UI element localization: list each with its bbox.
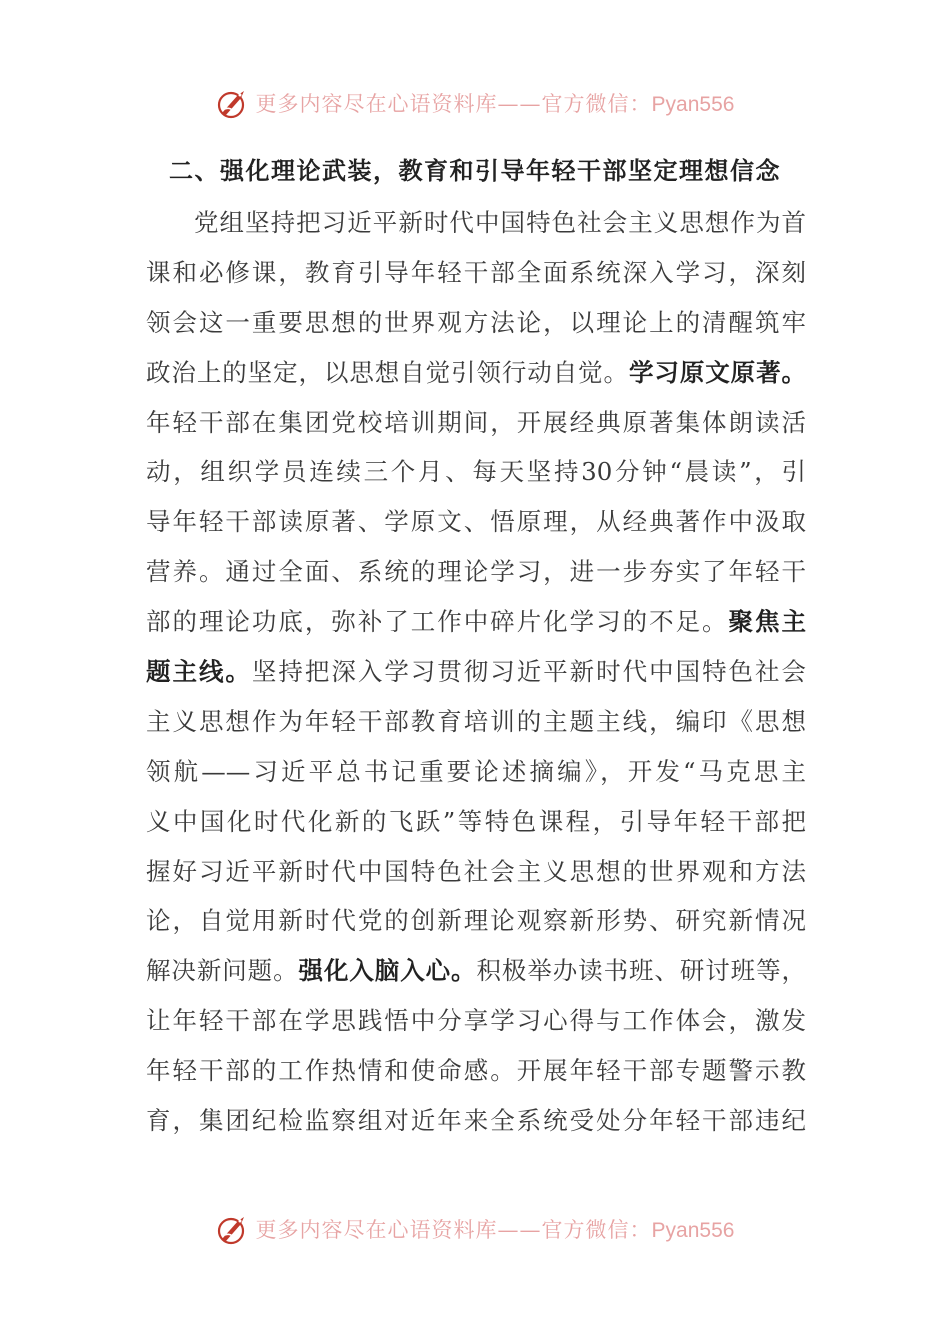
text-line: 领会这一重要思想的世界观方法论，以理论上的清醒筑牢 xyxy=(146,307,806,337)
pen-nib-circle-icon xyxy=(216,87,250,121)
header-banner-text xyxy=(256,87,735,122)
brand-text: 更多内容尽在心语资料库 xyxy=(255,1217,498,1242)
text-line: 主义思想作为年轻干部教育培训的主题主线，编印《思想 xyxy=(146,706,806,736)
text-line: 年轻干部在集团党校培训期间，开展经典原著集体朗读活 xyxy=(146,407,806,437)
contact-label: 官方微信： xyxy=(541,91,652,116)
text-line: 义中国化时代化新的飞跃”等特色课程，引导年轻干部把 xyxy=(146,806,806,836)
text-line: 动，组织学员连续三个月、每天坚持30分钟“晨读”，引 xyxy=(146,457,806,487)
text-line: 年轻干部的工作热情和使命感。开展年轻干部专题警示教 xyxy=(146,1056,806,1086)
wechat-id: Pyan556 xyxy=(651,92,735,116)
text-line: 育，集团纪检监察组对近年来全系统受处分年轻干部违纪 xyxy=(146,1106,806,1136)
text-line: 让年轻干部在学思践悟中分享学习心得与工作体会，激发 xyxy=(146,1006,806,1036)
wechat-id: Pyan556 xyxy=(651,1218,735,1242)
text-line: 解决新问题。强化入脑入心。积极举办读书班、研讨班等， xyxy=(146,956,807,986)
body-paragraph xyxy=(146,198,806,1146)
brand-text: 更多内容尽在心语资料库 xyxy=(255,91,498,116)
text-line: 握好习近平新时代中国特色社会主义思想的世界观和方法 xyxy=(146,856,806,886)
brand-separator: —— xyxy=(497,1217,542,1242)
subheading-inline: 题主线。 xyxy=(146,657,252,687)
text-line: 部的理论功底，弥补了工作中碎片化学习的不足。聚焦主 xyxy=(146,607,807,637)
text-line: 党组坚持把习近平新时代中国特色社会主义思想作为首 xyxy=(194,208,806,237)
brand-separator: —— xyxy=(497,91,542,116)
pen-nib-circle-icon xyxy=(216,1213,250,1247)
header-banner xyxy=(0,84,950,124)
text-line: 营养。通过全面、系统的理论学习，进一步夯实了年轻干 xyxy=(146,557,806,587)
text-line: 题主线。坚持把深入学习贯彻习近平新时代中国特色社会 xyxy=(146,657,807,687)
text-line: 课和必修课，教育引导年轻干部全面系统深入学习，深刻 xyxy=(146,257,806,287)
subheading-inline: 学习原文原著。 xyxy=(628,357,807,387)
footer-banner-text xyxy=(256,1213,735,1248)
subheading-inline: 强化入脑入心。 xyxy=(298,956,477,986)
footer-banner xyxy=(0,1210,950,1250)
text-line: 导年轻干部读原著、学原文、悟原理，从经典著作中汲取 xyxy=(146,507,806,537)
text-line: 领航——习近平总书记重要论述摘编》，开发“马克思主 xyxy=(146,756,806,786)
contact-label: 官方微信： xyxy=(541,1217,652,1242)
text-line: 论，自觉用新时代党的创新理论观察新形势、研究新情况 xyxy=(146,906,806,936)
text-line: 政治上的坚定，以思想自觉引领行动自觉。学习原文原著。 xyxy=(146,357,807,387)
section-title: 二、强化理论武装，教育和引导年轻干部坚定理想信念 xyxy=(169,157,781,185)
subheading-inline: 聚焦主 xyxy=(728,607,807,637)
